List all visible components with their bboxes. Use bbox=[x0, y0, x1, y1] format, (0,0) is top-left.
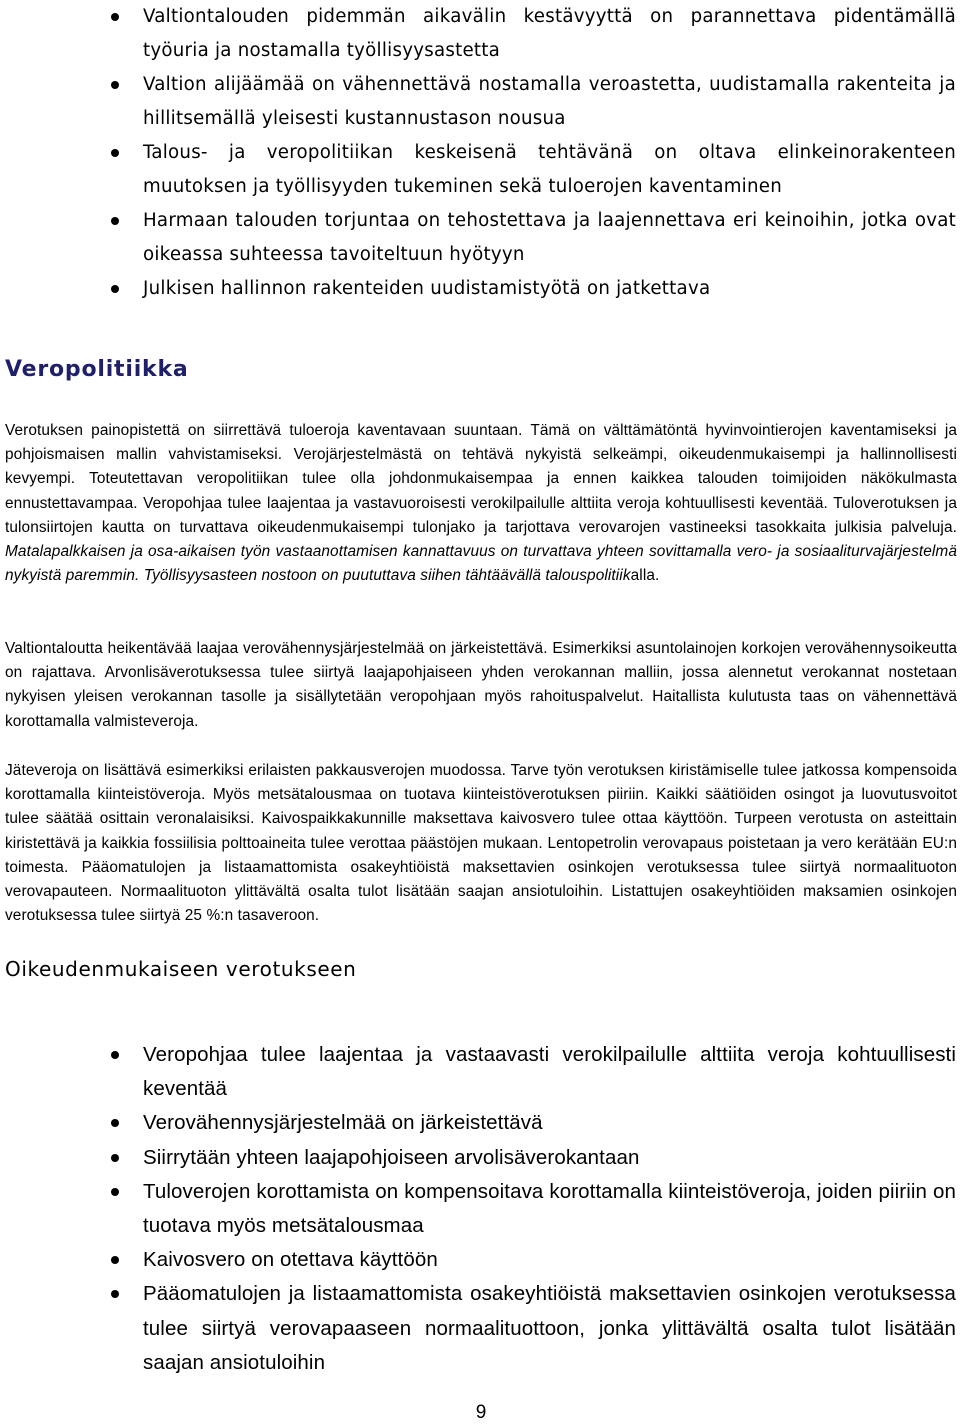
bullet-icon bbox=[111, 149, 119, 157]
list-item bbox=[0, 136, 960, 204]
list-item-text: Talous- ja veropolitiikan keskeisenä tehtävänä on oltava elinkeinorakenteen muutoksen ja työllisyyden tukeminen sekä tuloerojen kaventaminen bbox=[143, 142, 956, 197]
list-item bbox=[0, 272, 960, 306]
bullet-icon bbox=[111, 1188, 119, 1196]
paragraph-environmental-taxes: Jäteveroja on lisättävä esimerkiksi erilaisten pakkausverojen muodossa. Tarve työn verotuksen kiristämiselle tulee jatkossa kompensoida korottamalla kiinteistöveroja. Myös metsätalousmaa on tuotava kiinteistöverotuksen piiriin. Kaikki säätiöiden osingot ja luovutusvoitot tulee säätää osittain veronalaisiksi. Kaivospaikkakunnille maksettava kaivosvero tulee ottaa käyttöön. Turpeen verotusta on asteittain kiristettävä ja kaikkia fossiilisia polttoaineita tulee verottaa päästöjen mukaan. Lentopetrolin verovapaus poistetaan ja vero kerätään EU:n toimesta. Pääomatulojen ja listaamattomista osakeyhtiöistä maksettavien osinkojen verotuksessa tulee siirtyä normaalituoton verovapauteen. Normaalituoton ylittävältä osalta tulot lisätään saajan ansiotuloihin. Listattujen osakeyhtiöiden maksamien osinkojen verotuksessa tulee siirtyä 25 %:n tasaveroon. bbox=[5, 762, 957, 925]
list-item bbox=[0, 1141, 960, 1175]
page-number: 9 bbox=[475, 1402, 487, 1423]
section-heading-oikeudenmukaiseen: Oikeudenmukaiseen verotukseen bbox=[5, 957, 357, 981]
list-item-text: Harmaan talouden torjuntaa on tehostettava ja laajennettava eri keinoihin, jotka ovat oikeassa suhteessa tavoiteltuun hyötyyn bbox=[143, 210, 956, 265]
bullet-icon bbox=[111, 13, 119, 21]
list-item-text: Valtion alijäämää on vähennettävä nostamalla veroastetta, uudistamalla rakenteita ja hillitsemällä yleisesti kustannustason nousua bbox=[143, 74, 956, 129]
bullet-icon bbox=[111, 1154, 119, 1162]
list-item bbox=[0, 1038, 960, 1106]
list-item-text: Kaivosvero on otettava käyttöön bbox=[143, 1248, 438, 1272]
policy-bullet-list bbox=[0, 0, 960, 306]
list-item-text: Pääomatulojen ja listaamattomista osakeyhtiöistä maksettavien osinkojen verotuksessa tulee siirtyä verovapaaseen normaalituottoon, jonka ylittävältä osalta tulot lisätään saajan ansiotuloihin bbox=[143, 1282, 956, 1374]
bullet-icon bbox=[111, 1256, 119, 1264]
bullet-icon bbox=[111, 217, 119, 225]
section-heading-veropolitiikka: Veropolitiikka bbox=[5, 357, 189, 382]
bullet-icon bbox=[111, 1051, 119, 1059]
bullet-icon bbox=[111, 1119, 119, 1127]
list-item-text: Siirrytään yhteen laajapohjoiseen arvolisäverokantaan bbox=[143, 1145, 640, 1169]
list-item-text: Tuloverojen korottamista on kompensoitava korottamalla kiinteistöveroja, joiden piiriin on tuotava myös metsätalousmaa bbox=[143, 1179, 956, 1238]
list-item bbox=[0, 1106, 960, 1140]
list-item-text: Veropohjaa tulee laajentaa ja vastaavasti verokilpailulle alttiita veroja kohtuullisesti keventää bbox=[143, 1043, 956, 1101]
list-item-text: Valtiontalouden pidemmän aikavälin kestävyyttä on parannettava pidentämällä työuria ja nostamalla työllisyysastetta bbox=[143, 6, 956, 61]
list-item-text: Julkisen hallinnon rakenteiden uudistamistyötä on jatkettava bbox=[143, 278, 711, 299]
paragraph-tax-focus bbox=[5, 419, 957, 588]
list-item-text: Verovähennysjärjestelmää on järkeistettävä bbox=[143, 1111, 543, 1135]
paragraph-text: Verotuksen painopistettä on siirrettävä tuloeroja kaventavaan suuntaan. Tämä on välttämätöntä hyvinvointierojen kaventamiseksi ja pohjoismaisen mallin vahvistamiseksi. Verojärjestelmästä on tehtävä nykyistä selkeämpi, oikeudenmukaisempi ja hallinnollisesti kevyempi. Toteutettavan veropolitiikan tulee olla johdonmukaisempaa ja ennen kaikkea talouden toimijoiden näkökulmasta ennustettavampaa. Veropohjaa tulee laajentaa ja vastavuoroisesti verokilpailulle alttiita veroja kohtuullisesti keventää. Tuloverotuksen ja tulonsiirtojen kautta on turvattava oikeudenmukaisempi tulonjako ja tarjottava verovarojen vastineeksi tasokkaita julkisia palveluja. bbox=[5, 422, 957, 536]
list-item bbox=[0, 1243, 960, 1277]
list-item bbox=[0, 68, 960, 136]
bullet-icon bbox=[111, 81, 119, 89]
list-item bbox=[0, 0, 960, 68]
bullet-icon bbox=[111, 285, 119, 293]
list-item bbox=[0, 204, 960, 272]
paragraph-text-tail: alla. bbox=[630, 567, 660, 585]
bullet-icon bbox=[111, 1290, 119, 1298]
paragraph-italic-text: Matalapalkkaisen ja osa-aikaisen työn vastaanottamisen kannattavuus on turvattava yhteen sovittamalla vero- ja sosiaaliturvajärjestelmä nykyistä paremmin. Työllisyysasteen nostoon on puututtava siihen tähtäävällä talouspolitiik bbox=[5, 543, 957, 585]
paragraph-deductions: Valtiontaloutta heikentävää laajaa verovähennysjärjestelmää on järkeistettävä. Esimerkiksi asuntolainojen korkojen verovähennysoikeutta on rajattava. Arvonlisäverotuksessa tulee siirtyä laajapohjaiseen yhden verokannan malliin, jossa alennetut verokannat nostetaan nykyisen yleisen verokannan tasolle ja sisällytetään veropohjaan myös rahoituspalvelut. Haitallista kulutusta taas on vähennettävä korottamalla valmisteveroja. bbox=[5, 640, 957, 730]
list-item bbox=[0, 1175, 960, 1243]
list-item bbox=[0, 1277, 960, 1380]
fair-taxation-bullet-list bbox=[0, 1038, 960, 1380]
